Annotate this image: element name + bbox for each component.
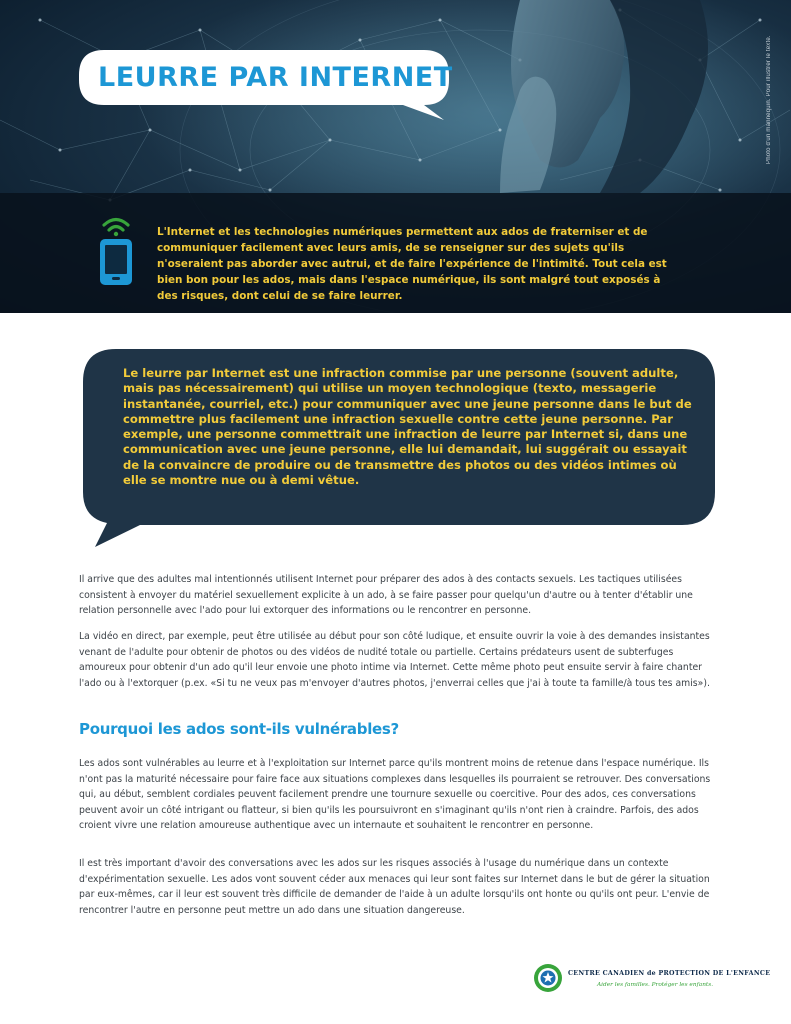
definition-text: Le leurre par Internet est une infraction commise par une personne (souvent adulte, mais pas nécessairement) qui utilise un moyen technologique (texto, messagerie instantanée, courriel, etc.) pour communiquer avec une jeune personne dans le but de commettre plus facilement une infraction sexuelle contre cette jeune personne. Par exemple, une personne commettrait une infraction de leurre par Internet si, dans une communication avec une jeune personne, elle lui demandait, lui suggérait ou essayait de la convaincre de produire ou de transmettre des photos ou des vidéos intimes où elle se montre nue ou à demi vêtue. bbox=[123, 366, 692, 488]
section-heading: Pourquoi les ados sont-ils vulnérables? bbox=[79, 720, 399, 738]
intro-paragraph: L'Internet et les technologies numériques permettent aux ados de fraterniser et de communiquer facilement avec leurs amis, de se renseigner sur des sujets qu'ils n'oseraient pas aborder avec autrui, et de faire l'expérience de l'intimité. Tout cela est bien bon pour les ados, mais dans l'espace numérique, ils sont malgré tout exposés à des risques, dont celui de se faire leurrer. bbox=[157, 226, 667, 302]
organization-name: CENTRE CANADIEN de PROTECTION DE L'ENFANCE bbox=[568, 970, 771, 977]
photo-credit: Photo d'un mannequin. Pour illustrer le texte. bbox=[766, 35, 772, 164]
smartphone-wifi-icon bbox=[95, 211, 137, 287]
body-paragraph-2: La vidéo en direct, par exemple, peut être utilisée au début pour son côté ludique, et ensuite ouvrir la voie à des demandes insistantes venant de l'adulte pour obtenir de photos ou des vidéos de nudité totale ou partielle. Certains prédateurs usent de subterfuges amoureux pour obtenir d'un ado qu'il leur envoie une photo intime via Internet. Cette même photo peut ensuite servir à faire chanter l'ado ou à l'extorquer (p.ex. «Si tu ne veux pas m'envoyer d'autres photos, j'enverrai celles que j'ai à toute ta famille/à tous tes amis»). bbox=[79, 631, 710, 689]
organization-tagline: Aider les familles. Protéger les enfants. bbox=[597, 982, 714, 988]
page-title: LEURRE PAR INTERNET bbox=[98, 62, 453, 93]
body-paragraph-1: Il arrive que des adultes mal intentionnés utilisent Internet pour préparer des ados à des contacts sexuels. Les tactiques utilisées consistent à envoyer du matériel sexuellement explicite à un ado, à se faire passer pour quelqu'un d'autre ou à tenter d'établir une relation personnelle avec l'ado pour lui extorquer des informations ou le rencontrer en personne. bbox=[79, 574, 693, 616]
organization-logo-icon bbox=[533, 963, 563, 993]
body-paragraph-4: Il est très important d'avoir des conversations avec les ados sur les risques associés à l'usage du numérique dans un contexte d'expérimentation sexuelle. Les ados vont souvent céder aux menaces qui leur sont faites sur Internet dans le but de gérer la situation par eux-mêmes, car il leur est souvent très difficile de demander de l'aide à un adulte lorsqu'ils ont honte ou qu'ils ont peur. L'envie de rencontrer l'autre en personne peut mettre un ado dans une situation dangereuse. bbox=[79, 858, 710, 916]
body-paragraph-3: Les ados sont vulnérables au leurre et à l'exploitation sur Internet parce qu'ils montrent moins de retenue dans l'espace numérique. Ils n'ont pas la maturité nécessaire pour faire face aux situations complexes dans lesquelles ils pourraient se retrouver. Des conversations qui, au début, semblent cordiales peuvent facilement prendre une tournure sexuelle ou coercitive. Pour des ados, ces conversations peuvent avoir un côté intrigant ou flatteur, si bien qu'ils les poursuivront en s'imaginant qu'ils n'ont rien à craindre. Parfois, des ados croient vivre une relation amoureuse authentique avec un internaute et souhaitent le rencontrer en personne. bbox=[79, 758, 711, 831]
